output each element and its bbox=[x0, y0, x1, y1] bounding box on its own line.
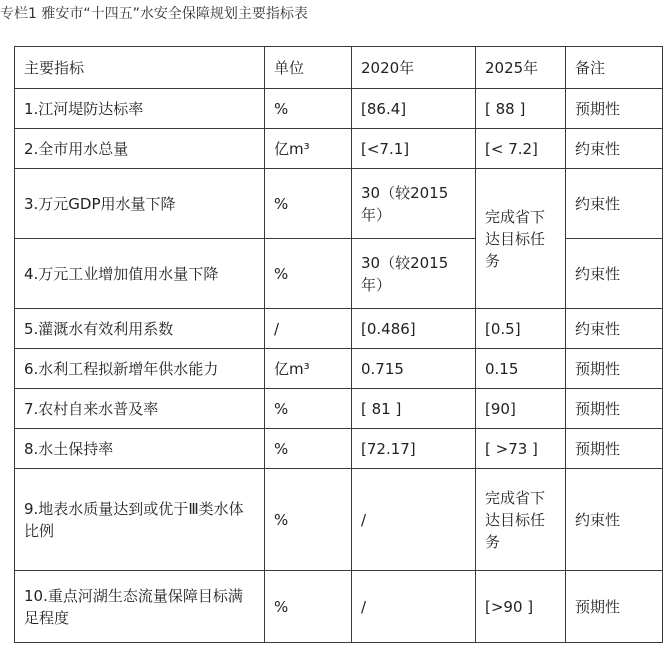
indicator-cell: 2.全市用水总量 bbox=[15, 129, 265, 169]
value-2020-cell: [72.17] bbox=[352, 429, 476, 469]
indicator-cell: 10.重点河湖生态流量保障目标满足程度 bbox=[15, 571, 265, 643]
table-row bbox=[15, 309, 663, 349]
table-row bbox=[15, 89, 663, 129]
value-2020-cell: [<7.1] bbox=[352, 129, 476, 169]
value-2025-cell: [< 7.2] bbox=[476, 129, 566, 169]
note-cell: 预期性 bbox=[566, 429, 663, 469]
table-row bbox=[15, 129, 663, 169]
note-cell: 约束性 bbox=[566, 169, 663, 239]
value-2025-cell: [>90 ] bbox=[476, 571, 566, 643]
table-header-row bbox=[15, 47, 663, 89]
value-2025-merged-cell: 完成省下达目标任务 bbox=[476, 169, 566, 309]
unit-cell: % bbox=[265, 469, 352, 571]
indicator-cell: 6.水利工程拟新增年供水能力 bbox=[15, 349, 265, 389]
value-2025-cell: [ 88 ] bbox=[476, 89, 566, 129]
value-2020-cell: 30（较2015年） bbox=[352, 169, 476, 239]
indicator-table bbox=[14, 46, 663, 643]
indicator-cell: 9.地表水质量达到或优于Ⅲ类水体比例 bbox=[15, 469, 265, 571]
value-2020-cell: 30（较2015年） bbox=[352, 239, 476, 309]
value-2025-cell: [90] bbox=[476, 389, 566, 429]
unit-cell: 亿m³ bbox=[265, 129, 352, 169]
table-row bbox=[15, 389, 663, 429]
indicator-cell: 5.灌溉水有效利用系数 bbox=[15, 309, 265, 349]
note-cell: 约束性 bbox=[566, 309, 663, 349]
header-2025: 2025年 bbox=[476, 47, 566, 89]
unit-cell: / bbox=[265, 309, 352, 349]
indicator-cell: 4.万元工业增加值用水量下降 bbox=[15, 239, 265, 309]
unit-cell: 亿m³ bbox=[265, 349, 352, 389]
indicator-cell: 8.水土保持率 bbox=[15, 429, 265, 469]
table-row bbox=[15, 169, 663, 239]
note-cell: 预期性 bbox=[566, 349, 663, 389]
value-2020-cell: / bbox=[352, 571, 476, 643]
note-cell: 约束性 bbox=[566, 239, 663, 309]
unit-cell: % bbox=[265, 169, 352, 239]
note-cell: 预期性 bbox=[566, 389, 663, 429]
value-2020-cell: 0.715 bbox=[352, 349, 476, 389]
note-cell: 预期性 bbox=[566, 571, 663, 643]
value-2025-cell: [ >73 ] bbox=[476, 429, 566, 469]
unit-cell: % bbox=[265, 89, 352, 129]
unit-cell: % bbox=[265, 389, 352, 429]
header-indicator: 主要指标 bbox=[15, 47, 265, 89]
indicator-cell: 3.万元GDP用水量下降 bbox=[15, 169, 265, 239]
value-2025-cell: [0.5] bbox=[476, 309, 566, 349]
value-2020-cell: [0.486] bbox=[352, 309, 476, 349]
note-cell: 约束性 bbox=[566, 469, 663, 571]
indicator-cell: 1.江河堤防达标率 bbox=[15, 89, 265, 129]
table-caption: 专栏1 雅安市“十四五”水安全保障规划主要指标表 bbox=[0, 6, 308, 22]
header-2020: 2020年 bbox=[352, 47, 476, 89]
unit-cell: % bbox=[265, 571, 352, 643]
note-cell: 约束性 bbox=[566, 129, 663, 169]
value-2020-cell: / bbox=[352, 469, 476, 571]
value-2020-cell: [86.4] bbox=[352, 89, 476, 129]
table-row bbox=[15, 239, 663, 309]
unit-cell: % bbox=[265, 429, 352, 469]
table-row bbox=[15, 349, 663, 389]
value-2025-cell: 0.15 bbox=[476, 349, 566, 389]
table-row bbox=[15, 469, 663, 571]
header-unit: 单位 bbox=[265, 47, 352, 89]
table-row bbox=[15, 429, 663, 469]
indicator-cell: 7.农村自来水普及率 bbox=[15, 389, 265, 429]
header-note: 备注 bbox=[566, 47, 663, 89]
value-2020-cell: [ 81 ] bbox=[352, 389, 476, 429]
unit-cell: % bbox=[265, 239, 352, 309]
table-row bbox=[15, 571, 663, 643]
note-cell: 预期性 bbox=[566, 89, 663, 129]
value-2025-cell: 完成省下达目标任务 bbox=[476, 469, 566, 571]
